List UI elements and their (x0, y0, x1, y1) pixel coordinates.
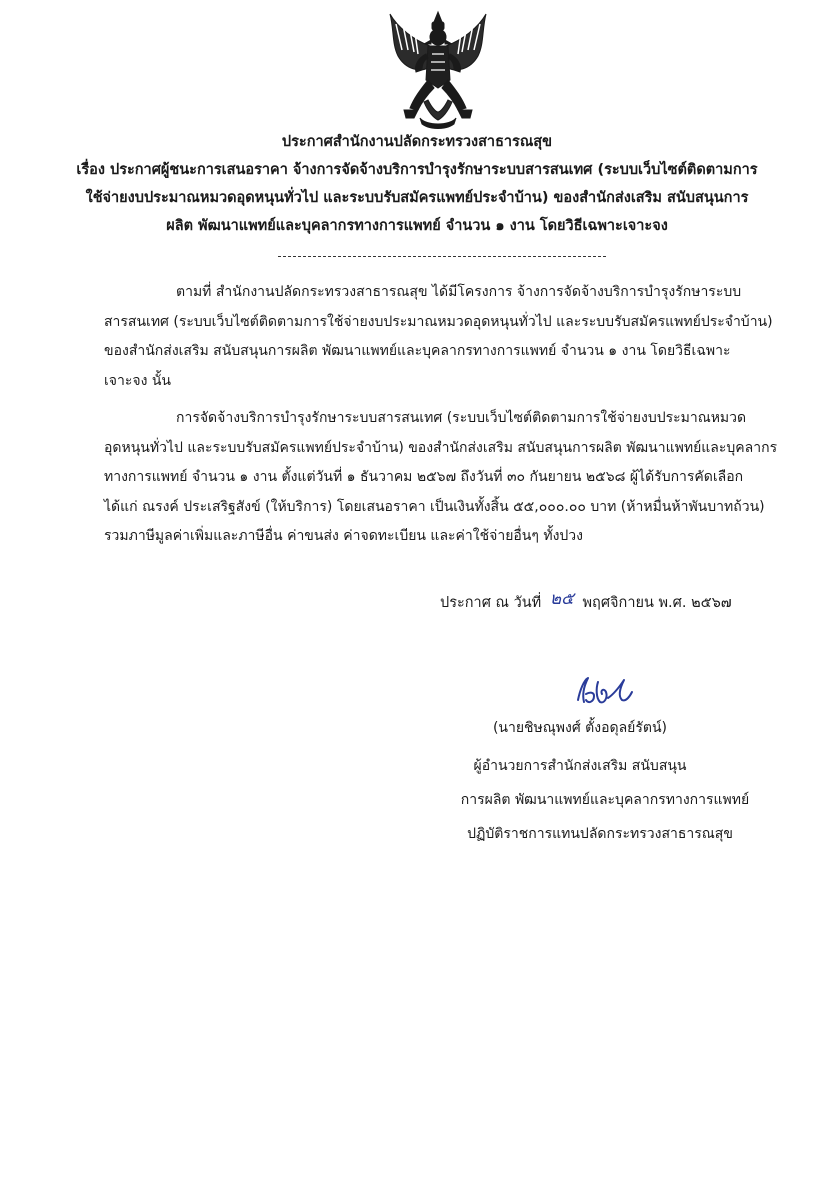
signatory-position-line-1: ผู้อำนวยการสำนักส่งเสริม สนับสนุน (473, 758, 687, 774)
subject-line-1: เรื่อง ประกาศผู้ชนะการเสนอราคา จ้างการจัดจ้างบริการบำรุงรักษาระบบสารสนเทศ (ระบบเว็บไซต์ติดตามการ (76, 162, 758, 178)
paragraph-1-line: สารสนเทศ (ระบบเว็บไซต์ติดตามการใช้จ่ายงบประมาณหมวดอุดหนุนทั่วไป และระบบรับสมัครแพทย์ประจำบ้าน) (104, 313, 773, 330)
paragraph-2-line: ทางการแพทย์ จำนวน ๑ งาน ตั้งแต่วันที่ ๑ ธันวาคม ๒๕๖๗ ถึงวันที่ ๓๐ กันยายน ๒๕๖๘ ผู้ได้รับการคัดเลือก (104, 469, 744, 485)
paragraph-1-line: ตามที่ สำนักงานปลัดกระทรวงสาธารณสุข ได้มีโครงการ จ้างการจัดจ้างบริการบำรุงรักษาระบบ (176, 284, 742, 300)
handwritten-signature-icon (570, 672, 640, 708)
title-text: ประกาศสำนักงานปลัดกระทรวงสาธารณสุข (281, 134, 553, 150)
signatory-position-line-3: ปฏิบัติราชการแทนปลัดกระทรวงสาธารณสุข (467, 826, 733, 842)
paragraph-1-line: ของสำนักส่งเสริม สนับสนุนการผลิต พัฒนาแพทย์และบุคลากรทางการแพทย์ จำนวน ๑ งาน โดยวิธีเฉพาะ (104, 343, 731, 359)
signatory-name: (นายชิษณุพงศ์ ตั้งอดุลย์รัตน์) (492, 720, 668, 736)
document-title (60, 128, 774, 156)
subject-line-3: ผลิต พัฒนาแพทย์และบุคลากรทางการแพทย์ จำนวน ๑ งาน โดยวิธีเฉพาะเจาะจง (166, 218, 668, 234)
paragraph-2-line: รวมภาษีมูลค่าเพิ่มและภาษีอื่น ค่าขนส่ง ค่าจดทะเบียน และค่าใช้จ่ายอื่นๆ ทั้งปวง (104, 528, 583, 544)
body-paragraph-2 (104, 404, 776, 552)
body-paragraph-1 (104, 278, 776, 396)
document-subject (60, 156, 774, 240)
announcement-date (440, 588, 732, 615)
handwritten-day: ๒๕ (549, 589, 574, 609)
subject-line-2: ใช้จ่ายงบประมาณหมวดอุดหนุนทั่วไป และระบบรับสมัครแพทย์ประจำบ้าน) ของสำนักส่งเสริม สนับสนุนการ (85, 190, 749, 206)
date-prefix: ประกาศ ณ วันที่ (440, 595, 542, 611)
signatory-position-line-2: การผลิต พัฒนาแพทย์และบุคลากรทางการแพทย์ (460, 792, 750, 808)
paragraph-1-line: เจาะจง นั้น (104, 372, 171, 389)
paragraph-2-line: การจัดจ้างบริการบำรุงรักษาระบบสารสนเทศ (ระบบเว็บไซต์ติดตามการใช้จ่ายงบประมาณหมวด (176, 410, 747, 426)
paragraph-2-line: ได้แก่ ณรงค์ ประเสริฐสังข์ (ให้บริการ) โดยเสนอราคา เป็นเงินทั้งสิ้น ๕๕,๐๐๐.๐๐ บาท (ห้าหมื่นห้าพันบาทถ้วน) (104, 498, 765, 515)
paragraph-2-line: อุดหนุนทั่วไป และระบบรับสมัครแพทย์ประจำบ้าน) ของสำนักส่งเสริม สนับสนุนการผลิต พัฒนาแพทย์และบุคลากร (104, 439, 778, 456)
garuda-emblem-icon (384, 10, 492, 130)
date-month-year: พฤศจิกายน พ.ศ. ๒๕๖๗ (582, 595, 732, 611)
dashed-divider (278, 256, 606, 257)
